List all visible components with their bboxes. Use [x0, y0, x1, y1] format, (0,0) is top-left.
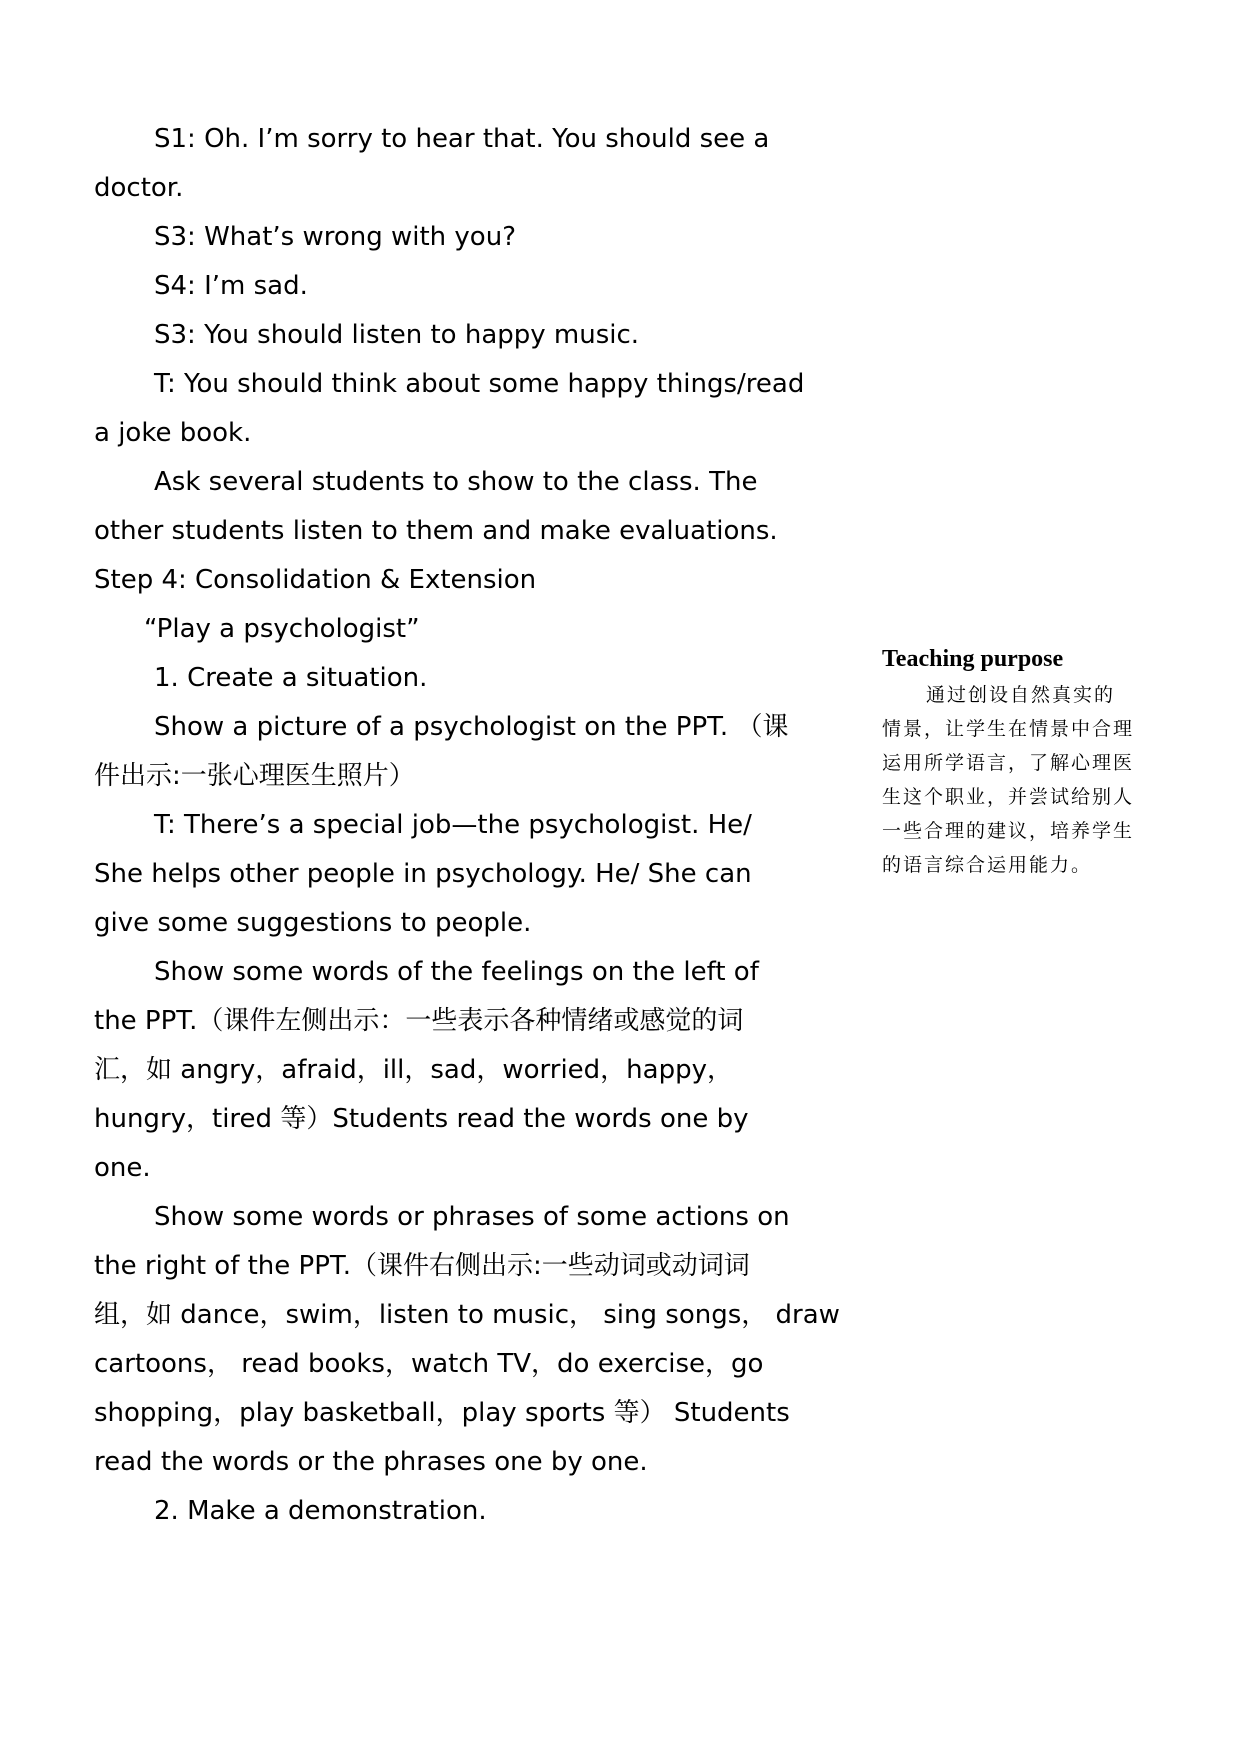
text-line: the PPT.（课件左侧出示：一些表示各种情绪或感觉的词	[94, 1006, 744, 1036]
text-line: one.	[94, 1153, 151, 1183]
text-line: Ask several students to show to the class. The	[154, 467, 758, 497]
teaching-purpose-title: Teaching purpose	[882, 646, 1064, 672]
text-line: S1: Oh. I’m sorry to hear that. You should see a	[154, 124, 770, 154]
text-line: T: There’s a special job—the psychologist. He/	[154, 810, 752, 840]
text-line: She helps other people in psychology. He/ She can	[94, 859, 752, 889]
activity-title: “Play a psychologist”	[144, 614, 420, 644]
text-line: hungry，tired 等）Students read the words one by	[94, 1104, 749, 1134]
text-line: Show a picture of a psychologist on the PPT. （课	[154, 712, 789, 742]
text-line: doctor.	[94, 173, 184, 203]
note-line: 通过创设自然真实的	[926, 684, 1116, 706]
text-line: S4: I’m sad.	[154, 271, 308, 301]
text-line: cartoons， read books，watch TV，do exercise，go	[94, 1349, 764, 1379]
text-line: shopping，play basketball，play sports 等） Students	[94, 1398, 790, 1428]
step-heading: Step 4: Consolidation & Extension	[94, 565, 537, 595]
text-line: S3: What’s wrong with you?	[154, 222, 516, 252]
text-line: 件出示:一张心理医生照片）	[94, 761, 415, 791]
text-line: 1. Create a situation.	[154, 663, 428, 693]
text-line: the right of the PPT.（课件右侧出示:一些动词或动词词	[94, 1251, 750, 1281]
note-line: 的语言综合运用能力。	[882, 854, 1093, 876]
teaching-purpose-body	[882, 678, 1152, 882]
note-line: 生这个职业，并尝试给别人	[882, 786, 1135, 808]
text-line: other students listen to them and make evaluations.	[94, 516, 778, 546]
text-line: T: You should think about some happy things/read	[154, 369, 805, 399]
text-line: 汇，如 angry，afraid，ill，sad，worried，happy，	[94, 1055, 733, 1085]
text-line: Show some words of the feelings on the left of	[154, 957, 759, 987]
lesson-body	[94, 115, 854, 1536]
text-line: a joke book.	[94, 418, 252, 448]
note-line: 一些合理的建议，培养学生	[882, 820, 1135, 842]
note-line: 运用所学语言，了解心理医	[882, 752, 1135, 774]
teaching-purpose-note	[882, 642, 1152, 882]
text-line: 组，如 dance，swim，listen to music， sing songs， draw	[94, 1300, 840, 1330]
note-line: 情景，让学生在情景中合理	[882, 718, 1135, 740]
text-line: 2. Make a demonstration.	[154, 1496, 487, 1526]
text-line: read the words or the phrases one by one.	[94, 1447, 648, 1477]
text-line: S3: You should listen to happy music.	[154, 320, 640, 350]
text-line: Show some words or phrases of some actions on	[154, 1202, 790, 1232]
text-line: give some suggestions to people.	[94, 908, 532, 938]
